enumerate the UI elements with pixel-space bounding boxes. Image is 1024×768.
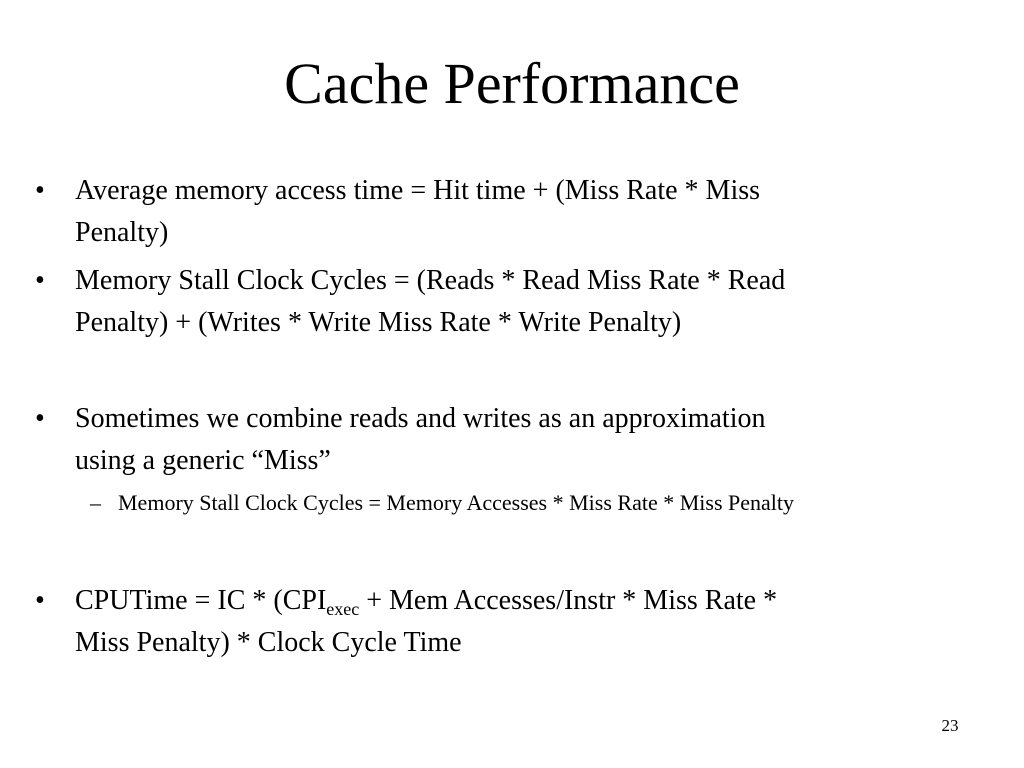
bullet-text bbox=[75, 260, 955, 344]
bullet-line: Penalty) bbox=[75, 217, 169, 248]
slide-title: Cache Performance bbox=[284, 51, 740, 116]
bullet-text bbox=[75, 580, 955, 664]
sub-bullet-dash: – bbox=[90, 490, 101, 515]
bullet-line: using a generic “Miss” bbox=[75, 445, 331, 476]
cpi-subscript: exec bbox=[326, 599, 360, 619]
bullet-dot: • bbox=[35, 403, 45, 434]
sub-bullet-text: Memory Stall Clock Cycles = Memory Accesses * Miss Rate * Miss Penalty bbox=[118, 490, 795, 515]
cpu-time-formula-start: CPUTime = IC * (CPI bbox=[75, 585, 327, 616]
bullet-dot: • bbox=[35, 265, 45, 296]
bullet-line: Average memory access time = Hit time + (Miss Rate * Miss bbox=[75, 175, 761, 206]
slide-page-number: 23 bbox=[941, 716, 959, 735]
cpu-time-formula-rest: + Mem Accesses/Instr * Miss Rate * bbox=[359, 585, 778, 616]
bullet-text bbox=[75, 398, 955, 482]
bullet-line: Sometimes we combine reads and writes as an approximation bbox=[75, 403, 766, 434]
bullet-line: Miss Penalty) * Clock Cycle Time bbox=[75, 627, 462, 658]
bullet-dot: • bbox=[35, 175, 45, 206]
bullet-dot: • bbox=[35, 585, 45, 616]
bullet-line bbox=[75, 580, 955, 622]
bullet-line: Penalty) + (Writes * Write Miss Rate * Write Penalty) bbox=[75, 307, 682, 338]
bullet-text bbox=[75, 170, 955, 254]
bullet-line: Memory Stall Clock Cycles = (Reads * Read Miss Rate * Read bbox=[75, 265, 786, 296]
